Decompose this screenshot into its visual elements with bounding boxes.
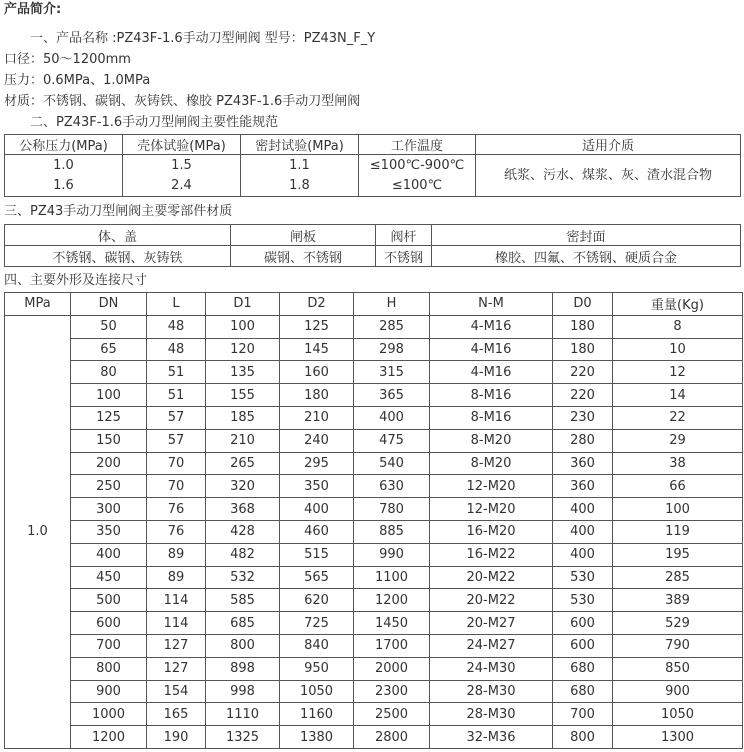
weight-cell: 12 (613, 361, 743, 384)
table-row (5, 315, 743, 338)
working-temp-cell (359, 155, 476, 197)
header-stem: 阀杆 (376, 225, 432, 246)
d1-cell: 428 (206, 520, 280, 543)
d0-cell: 600 (553, 612, 613, 635)
n-m-cell: 4-M16 (430, 315, 553, 338)
dn-cell: 65 (71, 338, 147, 361)
nominal-pressure-value: 1.0 (53, 157, 74, 173)
d2-cell: 515 (280, 543, 354, 566)
l-cell: 127 (147, 657, 206, 680)
dn-cell: 150 (71, 429, 147, 452)
d2-cell: 1050 (280, 680, 354, 703)
table-row (5, 452, 743, 475)
dn-cell: 400 (71, 543, 147, 566)
d2-cell: 620 (280, 589, 354, 612)
n-m-cell: 20-M22 (430, 566, 553, 589)
h-cell: 1200 (354, 589, 430, 612)
dn-cell: 600 (71, 612, 147, 635)
weight-cell: 529 (613, 612, 743, 635)
d0-cell: 400 (553, 498, 613, 521)
n-m-cell: 20-M27 (430, 612, 553, 635)
weight-cell: 119 (613, 520, 743, 543)
l-cell: 70 (147, 452, 206, 475)
header-d1: D1 (206, 293, 280, 316)
nominal-pressure-value: 1.6 (53, 177, 74, 193)
h-cell: 990 (354, 543, 430, 566)
d1-cell: 1325 (206, 726, 280, 749)
n-m-cell: 8-M16 (430, 384, 553, 407)
shell-test-value: 2.4 (171, 177, 192, 193)
d2-cell: 840 (280, 634, 354, 657)
dn-cell: 900 (71, 680, 147, 703)
table-row (5, 406, 743, 429)
h-cell: 630 (354, 475, 430, 498)
working-temp-value: ≤100℃-900℃ (369, 157, 465, 173)
pressure-line: 压力：0.6MPa、1.0MPa (4, 73, 151, 88)
weight-cell: 285 (613, 566, 743, 589)
l-cell: 70 (147, 475, 206, 498)
d2-cell: 160 (280, 361, 354, 384)
materials-header-row (5, 225, 741, 246)
section-performance-heading: 二、PZ43F-1.6手动刀型闸阀主要性能规范 (30, 115, 279, 130)
dn-cell: 80 (71, 361, 147, 384)
h-cell: 475 (354, 429, 430, 452)
l-cell: 76 (147, 498, 206, 521)
n-m-cell: 8-M20 (430, 429, 553, 452)
weight-cell: 389 (613, 589, 743, 612)
dimensions-table (4, 292, 743, 749)
h-cell: 285 (354, 315, 430, 338)
d1-cell: 265 (206, 452, 280, 475)
n-m-cell: 8-M20 (430, 452, 553, 475)
table-row (5, 680, 743, 703)
shell-test-cell (123, 155, 241, 197)
d0-cell: 360 (553, 475, 613, 498)
dn-cell: 500 (71, 589, 147, 612)
d1-cell: 120 (206, 338, 280, 361)
h-cell: 2500 (354, 703, 430, 726)
d2-cell: 295 (280, 452, 354, 475)
d1-cell: 135 (206, 361, 280, 384)
dn-cell: 250 (71, 475, 147, 498)
h-cell: 298 (354, 338, 430, 361)
dn-cell: 1000 (71, 703, 147, 726)
d1-cell: 585 (206, 589, 280, 612)
seal-test-value: 1.8 (289, 177, 310, 193)
header-shell-test: 壳体试验(MPa) (123, 135, 241, 155)
header-dn: DN (71, 293, 147, 316)
l-cell: 190 (147, 726, 206, 749)
weight-cell: 850 (613, 657, 743, 680)
d1-cell: 482 (206, 543, 280, 566)
d2-cell: 210 (280, 406, 354, 429)
dn-cell: 1200 (71, 726, 147, 749)
table-row (5, 566, 743, 589)
d2-cell: 725 (280, 612, 354, 635)
d2-cell: 180 (280, 384, 354, 407)
header-weight: 重量(Kg) (613, 293, 743, 316)
n-m-cell: 12-M20 (430, 498, 553, 521)
header-media: 适用介质 (476, 135, 741, 155)
dn-cell: 125 (71, 406, 147, 429)
d0-cell: 180 (553, 315, 613, 338)
l-cell: 76 (147, 520, 206, 543)
weight-cell: 1050 (613, 703, 743, 726)
d2-cell: 1380 (280, 726, 354, 749)
section-dimensions-heading: 四、主要外形及连接尺寸 (4, 273, 148, 288)
materials-table (4, 224, 741, 267)
d2-cell: 460 (280, 520, 354, 543)
table-row (5, 429, 743, 452)
nominal-pressure-cell (5, 155, 123, 197)
dn-cell: 700 (71, 634, 147, 657)
l-cell: 57 (147, 406, 206, 429)
product-name-line: 一、产品名称 :PZ43F-1.6手动刀型闸阀 型号：PZ43N_F_Y (30, 31, 376, 46)
media-cell: 纸浆、污水、煤浆、灰、渣水混合物 (476, 155, 741, 197)
weight-cell: 10 (613, 338, 743, 361)
weight-cell: 790 (613, 634, 743, 657)
l-cell: 48 (147, 315, 206, 338)
header-nominal-pressure: 公称压力(MPa) (5, 135, 123, 155)
d2-cell: 240 (280, 429, 354, 452)
d2-cell: 565 (280, 566, 354, 589)
h-cell: 885 (354, 520, 430, 543)
n-m-cell: 4-M16 (430, 361, 553, 384)
l-cell: 114 (147, 612, 206, 635)
dn-cell: 450 (71, 566, 147, 589)
d0-cell: 230 (553, 406, 613, 429)
body-cover-material: 不锈钢、碳钢、灰铸铁 (5, 246, 231, 267)
l-cell: 89 (147, 566, 206, 589)
d0-cell: 180 (553, 338, 613, 361)
n-m-cell: 20-M22 (430, 589, 553, 612)
seal-test-cell (241, 155, 359, 197)
table-row (5, 475, 743, 498)
seal-test-value: 1.1 (289, 157, 310, 173)
d1-cell: 100 (206, 315, 280, 338)
weight-cell: 29 (613, 429, 743, 452)
dn-cell: 800 (71, 657, 147, 680)
n-m-cell: 8-M16 (430, 406, 553, 429)
weight-cell: 1300 (613, 726, 743, 749)
weight-cell: 900 (613, 680, 743, 703)
sealing-face-material: 橡胶、四氟、不锈钢、硬质合金 (432, 246, 741, 267)
dn-cell: 50 (71, 315, 147, 338)
weight-cell: 66 (613, 475, 743, 498)
weight-cell: 14 (613, 384, 743, 407)
table-row (5, 543, 743, 566)
d2-cell: 400 (280, 498, 354, 521)
d1-cell: 998 (206, 680, 280, 703)
h-cell: 1100 (354, 566, 430, 589)
product-intro-title: 产品简介: (4, 2, 62, 17)
table-row (5, 589, 743, 612)
header-d0: D0 (553, 293, 613, 316)
d2-cell: 145 (280, 338, 354, 361)
n-m-cell: 12-M20 (430, 475, 553, 498)
gate-material: 碳钢、不锈钢 (231, 246, 376, 267)
section-materials-heading: 三、PZ43手动刀型闸阀主要零部件材质 (4, 204, 233, 219)
h-cell: 1700 (354, 634, 430, 657)
d2-cell: 125 (280, 315, 354, 338)
n-m-cell: 24-M27 (430, 634, 553, 657)
d1-cell: 532 (206, 566, 280, 589)
caliber-line: 口径：50～1200mm (4, 52, 131, 67)
l-cell: 48 (147, 338, 206, 361)
l-cell: 154 (147, 680, 206, 703)
materials-data-row (5, 246, 741, 267)
h-cell: 365 (354, 384, 430, 407)
header-l: L (147, 293, 206, 316)
table-row (5, 657, 743, 680)
weight-cell: 38 (613, 452, 743, 475)
d0-cell: 280 (553, 429, 613, 452)
working-temp-value: ≤100℃ (391, 177, 443, 193)
table-row (5, 361, 743, 384)
header-mpa: MPa (5, 293, 71, 316)
header-sealing-face: 密封面 (432, 225, 741, 246)
n-m-cell: 28-M30 (430, 703, 553, 726)
table-row (5, 384, 743, 407)
n-m-cell: 16-M20 (430, 520, 553, 543)
d0-cell: 700 (553, 703, 613, 726)
d0-cell: 400 (553, 543, 613, 566)
dn-cell: 350 (71, 520, 147, 543)
l-cell: 57 (147, 429, 206, 452)
h-cell: 1450 (354, 612, 430, 635)
dimensions-header-row (5, 293, 743, 316)
weight-cell: 100 (613, 498, 743, 521)
d2-cell: 350 (280, 475, 354, 498)
h-cell: 2000 (354, 657, 430, 680)
l-cell: 51 (147, 361, 206, 384)
d1-cell: 685 (206, 612, 280, 635)
dn-cell: 100 (71, 384, 147, 407)
table-row (5, 338, 743, 361)
d1-cell: 210 (206, 429, 280, 452)
d0-cell: 220 (553, 361, 613, 384)
d1-cell: 185 (206, 406, 280, 429)
table-row (5, 726, 743, 749)
d0-cell: 220 (553, 384, 613, 407)
l-cell: 89 (147, 543, 206, 566)
header-seal-test: 密封试验(MPa) (241, 135, 359, 155)
d0-cell: 680 (553, 657, 613, 680)
dn-cell: 300 (71, 498, 147, 521)
d2-cell: 950 (280, 657, 354, 680)
d0-cell: 530 (553, 566, 613, 589)
table-row (5, 703, 743, 726)
d0-cell: 680 (553, 680, 613, 703)
n-m-cell: 24-M30 (430, 657, 553, 680)
dn-cell: 200 (71, 452, 147, 475)
d1-cell: 1110 (206, 703, 280, 726)
header-n-m: N-M (430, 293, 553, 316)
n-m-cell: 4-M16 (430, 338, 553, 361)
d1-cell: 898 (206, 657, 280, 680)
h-cell: 2800 (354, 726, 430, 749)
l-cell: 165 (147, 703, 206, 726)
l-cell: 51 (147, 384, 206, 407)
table-row (5, 612, 743, 635)
d2-cell: 1160 (280, 703, 354, 726)
h-cell: 780 (354, 498, 430, 521)
material-line: 材质：不锈钢、碳钢、灰铸铁、橡胶 PZ43F-1.6手动刀型闸阀 (4, 94, 361, 109)
table-row (5, 520, 743, 543)
d0-cell: 530 (553, 589, 613, 612)
stem-material: 不锈钢 (376, 246, 432, 267)
table-row (5, 498, 743, 521)
performance-data-row (5, 155, 741, 197)
h-cell: 315 (354, 361, 430, 384)
d1-cell: 368 (206, 498, 280, 521)
performance-table (4, 134, 741, 197)
table-row (5, 634, 743, 657)
l-cell: 127 (147, 634, 206, 657)
d1-cell: 155 (206, 384, 280, 407)
h-cell: 540 (354, 452, 430, 475)
d0-cell: 360 (553, 452, 613, 475)
shell-test-value: 1.5 (171, 157, 192, 173)
weight-cell: 22 (613, 406, 743, 429)
h-cell: 400 (354, 406, 430, 429)
header-working-temp: 工作温度 (359, 135, 476, 155)
header-d2: D2 (280, 293, 354, 316)
header-body-cover: 体、盖 (5, 225, 231, 246)
mpa-cell: 1.0 (5, 315, 71, 748)
weight-cell: 195 (613, 543, 743, 566)
header-gate: 闸板 (231, 225, 376, 246)
weight-cell: 8 (613, 315, 743, 338)
h-cell: 2300 (354, 680, 430, 703)
n-m-cell: 32-M36 (430, 726, 553, 749)
n-m-cell: 16-M22 (430, 543, 553, 566)
d1-cell: 800 (206, 634, 280, 657)
d0-cell: 400 (553, 520, 613, 543)
header-h: H (354, 293, 430, 316)
n-m-cell: 28-M30 (430, 680, 553, 703)
d1-cell: 320 (206, 475, 280, 498)
performance-header-row (5, 135, 741, 155)
d0-cell: 600 (553, 634, 613, 657)
d0-cell: 800 (553, 726, 613, 749)
l-cell: 114 (147, 589, 206, 612)
